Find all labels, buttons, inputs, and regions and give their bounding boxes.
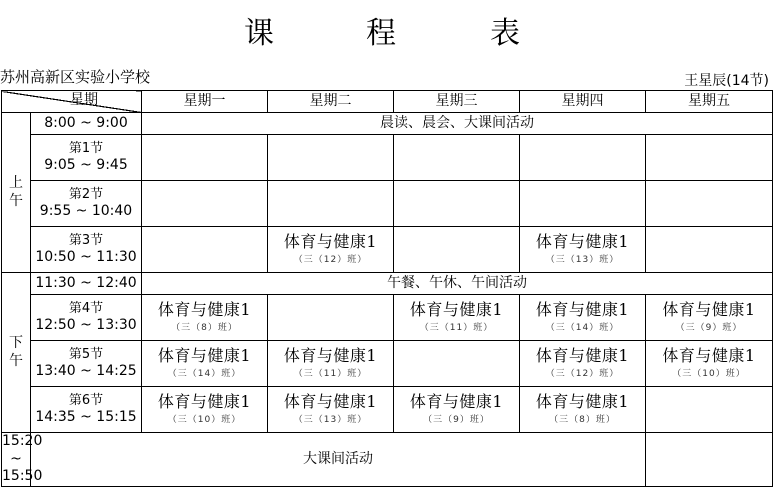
- course-name: 体育与健康1: [283, 392, 378, 412]
- lesson-cell: [394, 387, 520, 433]
- period-row: [2, 181, 773, 227]
- course-name: 体育与健康1: [535, 346, 630, 366]
- school-name: 苏州高新区实验小学校: [0, 68, 151, 86]
- day-header: 星期五: [646, 91, 773, 113]
- lesson-cell: [142, 295, 268, 341]
- empty-cell: [394, 341, 520, 387]
- course-name: 体育与健康1: [283, 346, 378, 366]
- course-name: 体育与健康1: [662, 346, 756, 366]
- class-name: （三（14）班）: [545, 323, 620, 334]
- period-time: 9:05 ~ 9:45: [44, 156, 128, 173]
- activity-row: [2, 273, 773, 295]
- lesson-cell: [646, 341, 773, 387]
- course-name: 体育与健康1: [283, 232, 378, 252]
- period-time: 13:40 ~ 14:25: [35, 362, 137, 379]
- period-label: 第2节: [68, 186, 104, 202]
- time-cell: [31, 387, 142, 433]
- period-row: [2, 341, 773, 387]
- empty-cell: [394, 227, 520, 273]
- title-char: 表: [490, 16, 520, 51]
- time-cell: [31, 181, 142, 227]
- period-row: [2, 387, 773, 433]
- course-name: 体育与健康1: [157, 392, 252, 412]
- lesson-cell: [394, 295, 520, 341]
- empty-cell: [646, 181, 773, 227]
- lesson-cell: [268, 341, 394, 387]
- period-row: [2, 135, 773, 181]
- lesson-cell: [142, 387, 268, 433]
- period-label: 第5节: [68, 346, 104, 362]
- lesson-cell: [268, 227, 394, 273]
- lesson-cell: [520, 295, 646, 341]
- teacher-name: 王星辰(14节): [684, 73, 769, 89]
- course-name: 体育与健康1: [535, 392, 630, 412]
- time-cell: 8:00 ~ 9:00: [31, 113, 142, 135]
- class-name: （三（13）班）: [545, 255, 620, 266]
- empty-cell: [520, 135, 646, 181]
- time-cell: [31, 295, 142, 341]
- period-time: 12:50 ~ 13:30: [35, 316, 137, 333]
- title-char: 课: [244, 16, 274, 51]
- class-name: （三（10）班）: [672, 369, 746, 380]
- empty-cell: [268, 135, 394, 181]
- period-row: [2, 227, 773, 273]
- lesson-cell: [520, 341, 646, 387]
- class-name: （三（11）班）: [293, 369, 368, 380]
- period-time: 9:55 ~ 10:40: [39, 202, 133, 219]
- course-name: 体育与健康1: [157, 346, 252, 366]
- period-time: 14:35 ~ 15:15: [35, 408, 137, 425]
- activity-cell: 大课间活动: [31, 433, 646, 487]
- course-name: 体育与健康1: [409, 392, 504, 412]
- empty-cell: [520, 181, 646, 227]
- empty-cell: [268, 181, 394, 227]
- activity-row: [2, 433, 773, 487]
- lesson-cell: [646, 295, 773, 341]
- class-name: （三（8）班）: [171, 323, 238, 334]
- day-header: 星期二: [268, 91, 394, 113]
- class-name: （三（8）班）: [549, 415, 616, 426]
- empty-cell: [142, 135, 268, 181]
- activity-cell: 晨读、晨会、大课间活动: [142, 113, 773, 135]
- empty-cell: [394, 181, 520, 227]
- empty-cell: [646, 227, 773, 273]
- class-name: （三（10）班）: [167, 415, 242, 426]
- activity-row: [2, 113, 773, 135]
- empty-cell: [394, 135, 520, 181]
- time-cell: [31, 135, 142, 181]
- corner-label: 星期: [70, 92, 98, 108]
- course-name: 体育与健康1: [535, 300, 630, 320]
- day-header: 星期一: [142, 91, 268, 113]
- period-label: 第6节: [68, 392, 104, 408]
- header-row: [2, 91, 773, 113]
- lesson-cell: [520, 227, 646, 273]
- lesson-cell: [268, 387, 394, 433]
- course-name: 体育与健康1: [662, 300, 756, 320]
- empty-cell: [142, 227, 268, 273]
- time-cell: [31, 227, 142, 273]
- period-time: 10:50 ~ 11:30: [35, 248, 137, 265]
- empty-cell: [142, 181, 268, 227]
- page-title: [0, 4, 773, 51]
- class-name: （三（9）班）: [423, 415, 490, 426]
- title-char: 程: [366, 16, 396, 51]
- class-name: （三（12）班）: [293, 255, 368, 266]
- half-day-label: 下 午: [2, 273, 31, 433]
- course-name: 体育与健康1: [535, 232, 630, 252]
- corner-cell: [2, 91, 142, 113]
- class-name: （三（14）班）: [167, 369, 242, 380]
- activity-cell: 午餐、午休、午间活动: [142, 273, 773, 295]
- course-name: 体育与健康1: [409, 300, 504, 320]
- empty-cell: [268, 295, 394, 341]
- time-cell: 15:20 ~ 15:50: [2, 433, 43, 484]
- empty-cell: [646, 135, 773, 181]
- empty-cell: [646, 387, 773, 433]
- timetable: [1, 90, 773, 487]
- class-name: （三（13）班）: [293, 415, 368, 426]
- period-label: 第1节: [68, 140, 104, 156]
- day-header: 星期四: [520, 91, 646, 113]
- half-day-label: 上 午: [2, 113, 31, 273]
- class-name: （三（9）班）: [675, 323, 743, 334]
- class-name: （三（12）班）: [545, 369, 620, 380]
- course-name: 体育与健康1: [157, 300, 252, 320]
- time-cell: [31, 341, 142, 387]
- class-name: （三（11）班）: [419, 323, 494, 334]
- time-cell: 11:30 ~ 12:40: [31, 273, 142, 295]
- period-row: [2, 295, 773, 341]
- period-label: 第4节: [68, 300, 104, 316]
- day-header: 星期三: [394, 91, 520, 113]
- lesson-cell: [142, 341, 268, 387]
- lesson-cell: [520, 387, 646, 433]
- period-label: 第3节: [68, 232, 104, 248]
